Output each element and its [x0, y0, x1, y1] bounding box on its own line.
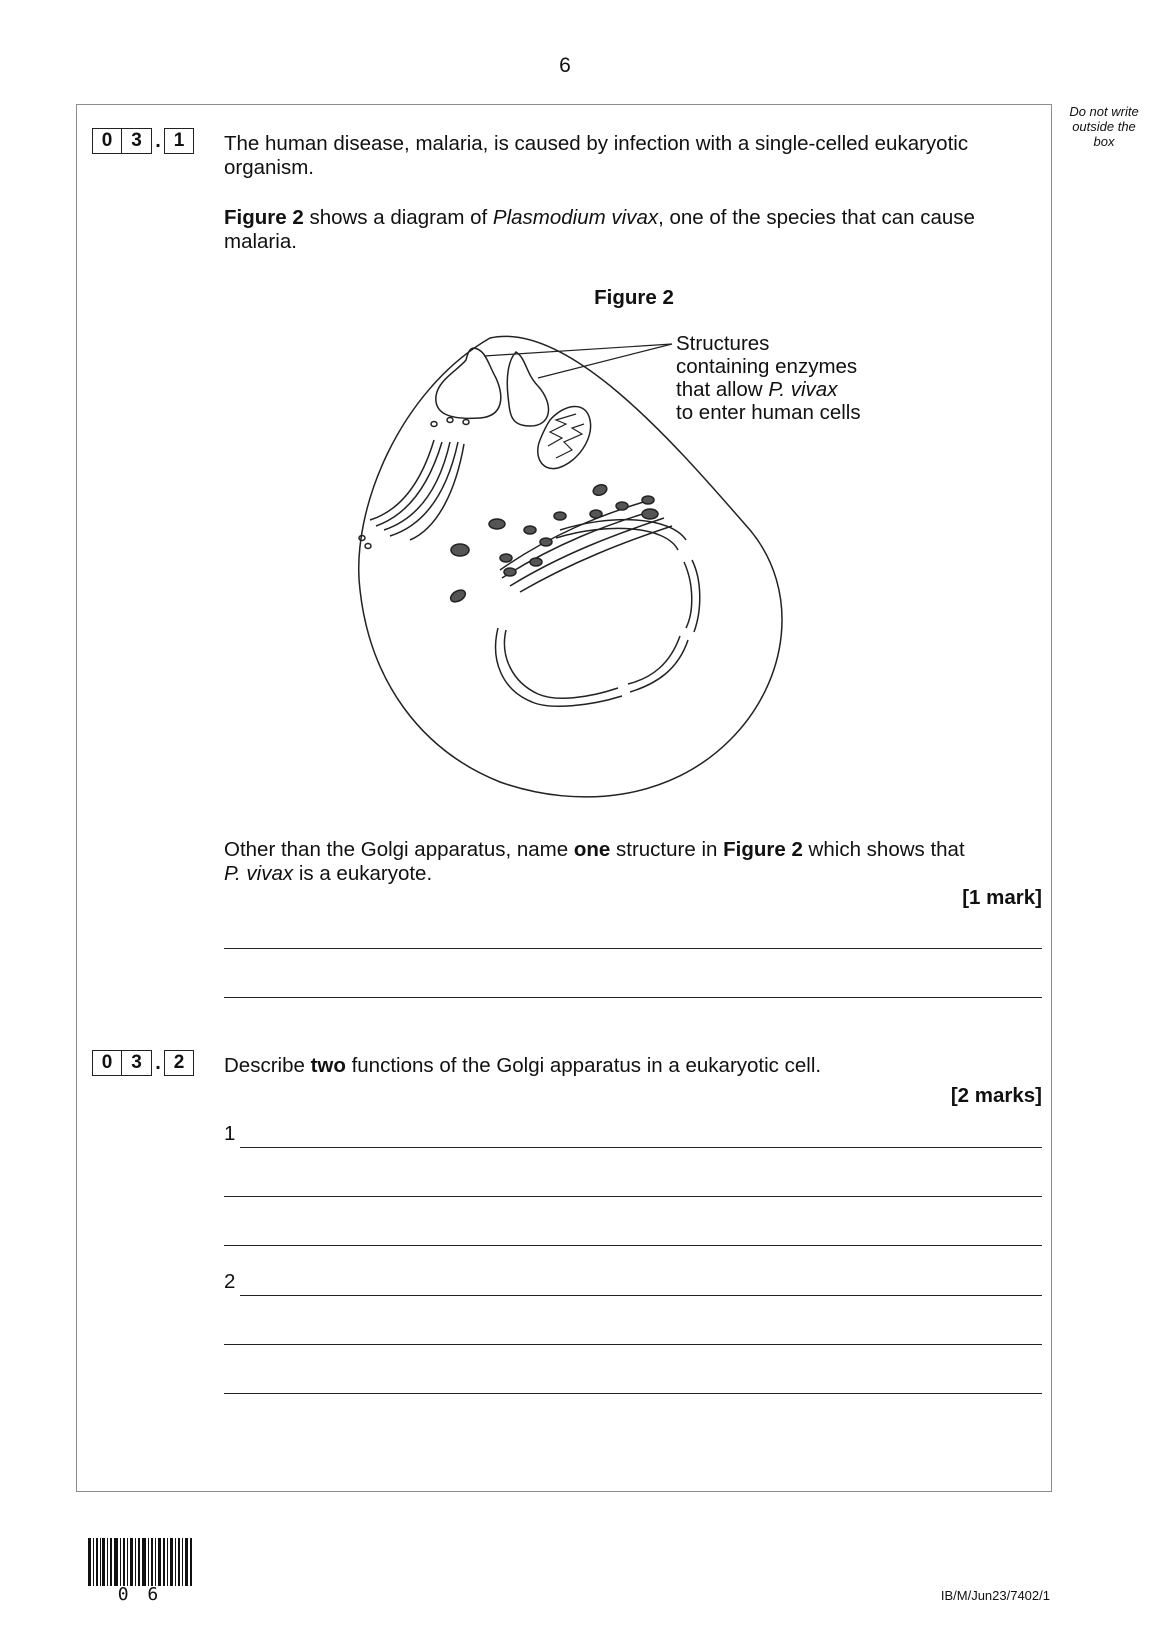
answer-line[interactable]: [240, 1147, 1042, 1148]
golgi-cisterna: [370, 440, 434, 520]
figure-title: Figure 2: [594, 286, 674, 309]
figure-annotation: [676, 332, 916, 424]
granule: [524, 526, 536, 534]
answer-line[interactable]: [224, 948, 1042, 949]
nuclear-envelope: [684, 562, 692, 628]
nuclear-envelope: [504, 630, 618, 698]
figure-ref-bold: Figure 2: [224, 206, 304, 229]
rhoptry-right: [507, 352, 548, 426]
granule: [451, 544, 469, 556]
annotation-line: [676, 378, 916, 401]
question-number-03-1: [92, 128, 194, 154]
answer-line[interactable]: [224, 1245, 1042, 1246]
annotation-line: Structures: [676, 332, 770, 355]
nuclear-envelope: [496, 628, 622, 706]
question-text: is a eukaryote.: [293, 862, 433, 885]
question-digit: 0: [92, 1050, 122, 1076]
nuclear-envelope: [692, 560, 700, 632]
question-text-03-1: [224, 838, 1024, 886]
question-text: Other than the Golgi apparatus, name: [224, 838, 574, 861]
species-name: P. vivax: [768, 378, 838, 401]
granule: [592, 483, 609, 497]
granule: [590, 510, 602, 518]
question-text: structure in: [610, 838, 724, 861]
answer-number: 2: [224, 1270, 236, 1293]
vesicle: [447, 418, 453, 423]
granule: [530, 558, 542, 566]
vesicle: [463, 420, 469, 425]
er-strand: [500, 500, 650, 570]
figure-ref-post: , one of the species that can cause malaria.: [224, 206, 975, 253]
granule: [500, 554, 512, 562]
question-number-03-2: [92, 1050, 194, 1076]
vesicle: [359, 536, 365, 541]
species-name: Plasmodium vivax: [492, 206, 659, 229]
question-separator: .: [155, 1052, 161, 1074]
rhoptry-left: [436, 348, 501, 418]
annotation-line: containing enzymes: [676, 355, 858, 378]
answer-line[interactable]: [224, 1344, 1042, 1345]
species-name: P. vivax: [224, 862, 294, 885]
figure-ref-mid: shows a diagram of: [303, 206, 493, 229]
granule: [449, 588, 468, 605]
question-text: functions of the Golgi apparatus in a eukaryotic cell.: [345, 1054, 822, 1077]
question-text: which shows that: [802, 838, 965, 861]
question-emphasis: Figure 2: [723, 838, 803, 861]
page-number: 6: [559, 54, 571, 77]
granule: [540, 538, 552, 546]
answer-line[interactable]: [224, 1196, 1042, 1197]
question-separator: .: [155, 130, 161, 152]
granule: [642, 509, 658, 519]
marks-label: [2 marks]: [950, 1084, 1042, 1107]
nuclear-envelope: [630, 640, 688, 692]
vesicle: [365, 544, 371, 549]
question-intro: The human disease, malaria, is caused by infection with a single-celled eukaryotic organism.: [224, 132, 969, 179]
granule: [554, 512, 566, 520]
question-text-03-2: [224, 1054, 1024, 1078]
granule: [616, 502, 628, 510]
barcode-number: 0 6: [117, 1584, 163, 1605]
annotation-text: that allow: [676, 378, 769, 401]
question-digit: 3: [122, 1050, 152, 1076]
barcode: [88, 1538, 192, 1586]
question-text: Describe: [224, 1054, 311, 1077]
vesicle: [431, 422, 437, 427]
figure-reference: [224, 206, 1024, 254]
answer-number: 1: [224, 1122, 236, 1145]
nuclear-envelope: [628, 636, 680, 684]
er-strand: [520, 526, 672, 592]
question-digit: 3: [122, 128, 152, 154]
granule: [489, 519, 505, 529]
granule: [504, 568, 516, 576]
answer-line[interactable]: [224, 997, 1042, 998]
marks-label: [1 mark]: [962, 886, 1042, 909]
question-emphasis: two: [310, 1054, 346, 1077]
question-digit: 1: [164, 128, 194, 154]
footer-reference: IB/M/Jun23/7402/1: [940, 1588, 1050, 1603]
question-digit: 0: [92, 128, 122, 154]
question-digit: 2: [164, 1050, 194, 1076]
answer-line[interactable]: [224, 1393, 1042, 1394]
pointer-line: [538, 344, 672, 378]
mitochondrion: [538, 406, 591, 468]
margin-note: Do not write outside the box: [1069, 104, 1139, 149]
question-emphasis: one: [573, 838, 611, 861]
answer-line[interactable]: [240, 1295, 1042, 1296]
annotation-line: to enter human cells: [676, 401, 861, 424]
granule: [642, 496, 654, 504]
mitochondrion-cristae: [548, 414, 584, 458]
pointer-line: [484, 344, 672, 356]
